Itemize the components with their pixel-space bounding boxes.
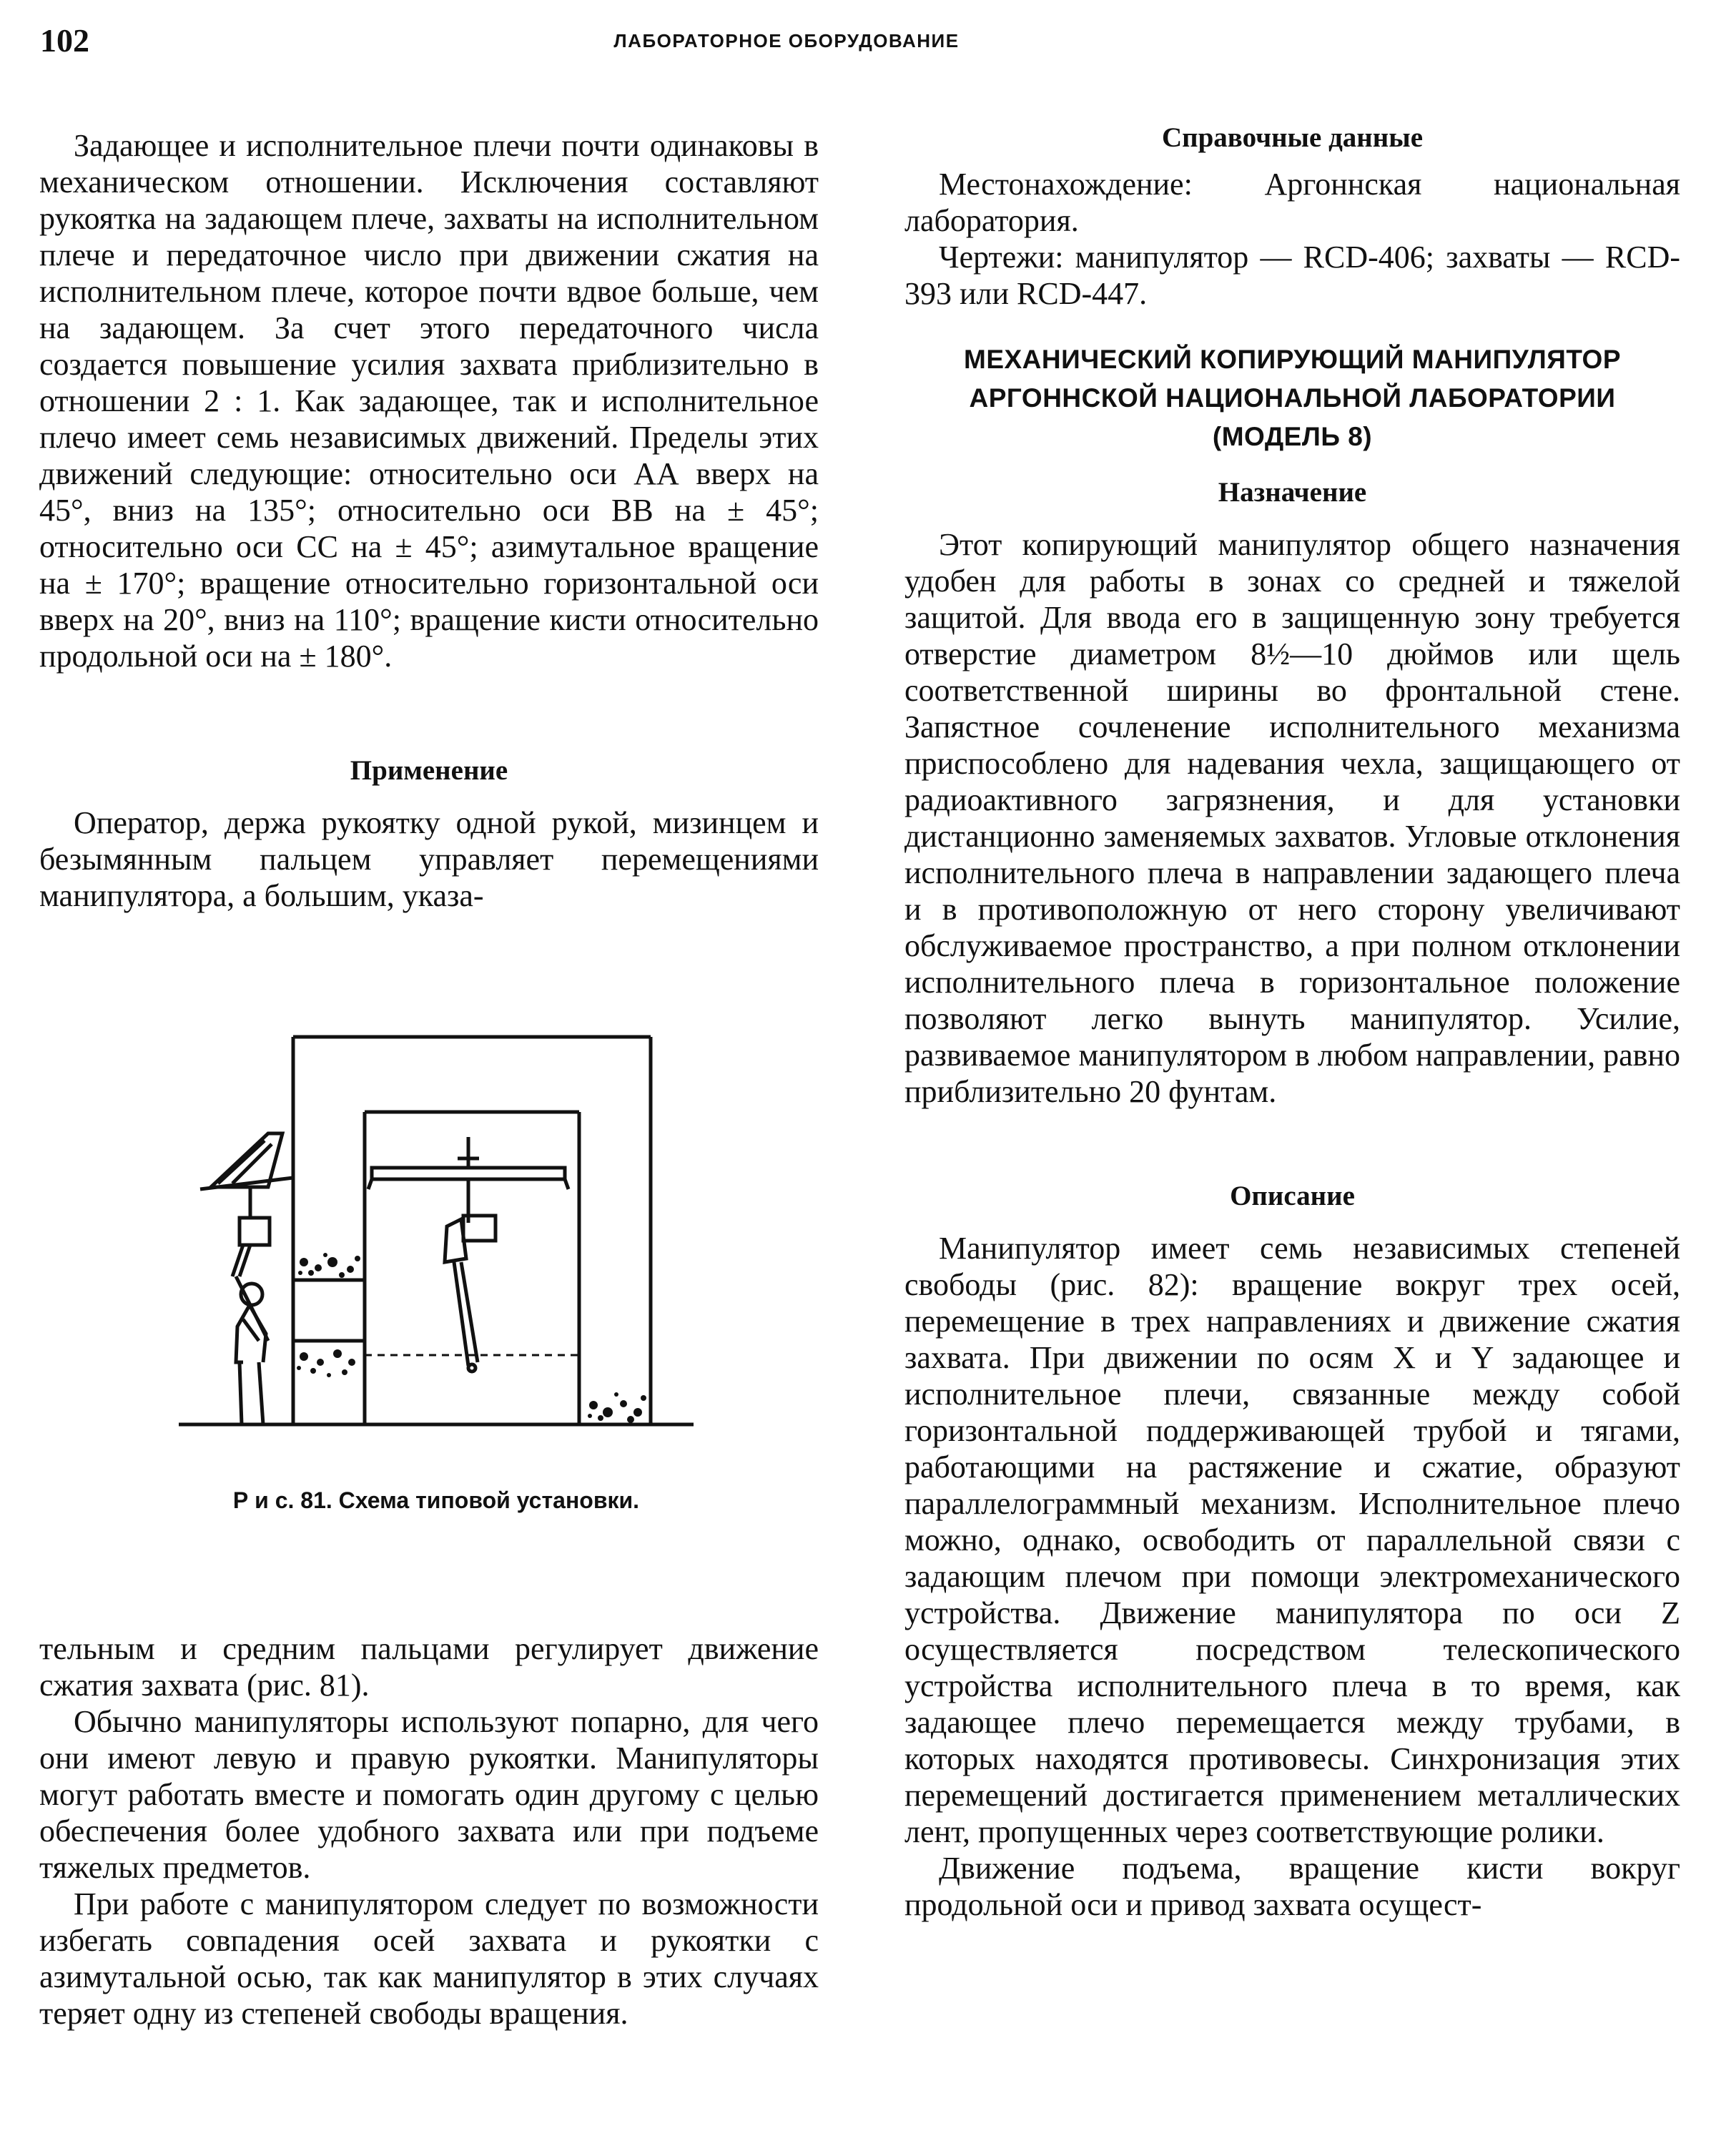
heading-description: Описание xyxy=(1230,1181,1355,1211)
paragraph-pairs: Обычно манипуляторы используют попарно, для чего они имеют левую и правую рукоятки. Манипуляторы могут работать вместе и помогать один другому с целью обеспечения более удобного захвата или при подъеме тяжелых предметов. xyxy=(39,1704,819,1885)
paragraph-application: Оператор, держа рукоятку одной рукой, мизинцем и безымянным пальцем управляет перемещениями манипулятора, а большим, указа- xyxy=(39,805,819,913)
figure-typical-installation xyxy=(179,1026,694,1427)
paragraph-continuation: тельным и средним пальцами регулирует движение сжатия захвата (рис. 81). xyxy=(39,1631,819,1703)
heading-purpose: Назначение xyxy=(1218,477,1367,508)
left-column-bottom xyxy=(39,1630,819,2032)
reference-location: Местонахождение: Аргоннская национальная лаборатория. xyxy=(904,167,1680,238)
page-number: 102 xyxy=(40,22,89,59)
paragraph-arm-differences: Задающее и исполнительное плечи почти одинаковы в механическом отношении. Исключения составляют рукоятка на задающем плече, захваты на исполнительном плече и передаточное число при движении сжатия на исполнительном плече, которое почти вдвое больше, чем на задающем. За счет этого передаточного числа создается повышение усилия захвата приблизительно в отношении 2 : 1. Как задающее, так и исполнительное плечо имеет семь независимых движений. Пределы этих движений следующие: относительно оси АА вверх на 45°, вниз на 135°; относительно оси ВВ на ± 45°; относительно оси СС на ± 45°; азимутальное вращение на ± 170°; вращение относительно горизонтальной оси вверх на 20°, вниз на 110°; вращение кисти относительно продольной оси на ± 180°. xyxy=(39,128,819,674)
section-title-line-3: (МОДЕЛЬ 8) xyxy=(1212,422,1373,451)
heading-reference-data: Справочные данные xyxy=(1161,122,1423,153)
reference-drawings: Чертежи: манипулятор — RCD-406; захваты — RCD-393 или RCD-447. xyxy=(904,240,1680,311)
section-title-line-2: АРГОННСКОЙ НАЦИОНАЛЬНОЙ ЛАБОРАТОРИИ xyxy=(969,383,1616,413)
paragraph-description-2: Движение подъема, вращение кисти вокруг продольной оси и привод захвата осущест- xyxy=(904,1851,1680,1922)
right-column xyxy=(904,120,1680,1923)
left-column-top xyxy=(39,127,819,914)
section-title xyxy=(904,340,1680,456)
heading-application: Применение xyxy=(350,755,508,786)
paragraph-axes-warning: При работе с манипулятором следует по возможности избегать совпадения осей захвата и рукоятки с азимутальной осью, так как манипулятор в этих случаях теряет одну из степеней свободы вращения. xyxy=(39,1886,819,2031)
paragraph-purpose: Этот копирующий манипулятор общего назначения удобен для работы в зонах со средней и тяжелой защитой. Для ввода его в защищенную зону требуется отверстие диаметром 8½—10 дюймов или щель соответственной ширины во фронтальной стене. Запястное сочленение исполнительного механизма приспособлено для надевания чехла, защищающего от радиоактивного загрязнения, и для установки дистанционно заменяемых захватов. Угловые отклонения исполнительного плеча в направлении задающего плеча и в противоположную от него сторону увеличивают обслуживаемое пространство, а при полном отклонении исполнительного плеча в горизонтальное положение позволяют легко вынуть манипулятор. Усилие, развиваемое манипулятором в любом направлении, равно приблизительно 20 фунтам. xyxy=(904,527,1680,1109)
paragraph-description-1: Манипулятор имеет семь независимых степеней свободы (рис. 82): вращение вокруг трех осей, перемещение в трех направлениях и движение сжатия захвата. При движении по осям X и Y задающее и исполнительное плечи, связанные между собой горизонтальной поддерживающей трубой и тягами, работающими на растяжение и сжатие, образуют параллелограммный механизм. Исполнительное плечо можно, однако, освободить от параллельной связи с задающим плечом при помощи электромеханического устройства. Движение манипулятора по оси Z осуществляется посредством телескопического устройства исполнительного плеча в то время, как задающее плечо перемещается между трубами, в которых находятся противовесы. Синхронизация этих перемещений достигается применением металлических лент, пропущенных через соответствующие ролики. xyxy=(904,1231,1680,1849)
section-title-line-1: МЕХАНИЧЕСКИЙ КОПИРУЮЩИЙ МАНИПУЛЯТОР xyxy=(964,345,1621,374)
running-head: ЛАБОРАТОРНОЕ ОБОРУДОВАНИЕ xyxy=(613,30,960,51)
figure-caption: Р и с. 81. Схема типовой установки. xyxy=(232,1487,640,1513)
